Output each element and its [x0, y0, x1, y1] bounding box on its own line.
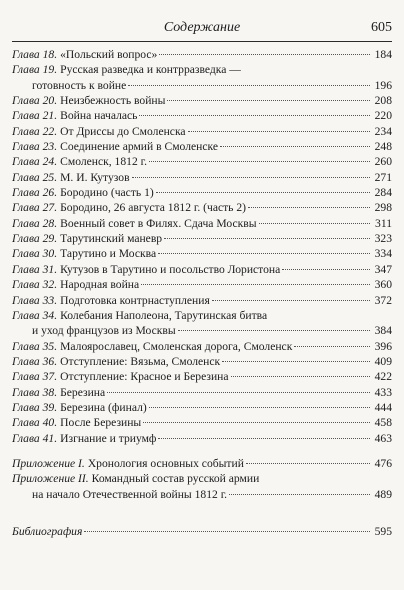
entry-label: Глава 33. — [12, 293, 58, 307]
header-rule — [12, 41, 392, 42]
entry-label: Глава 19. — [12, 63, 58, 77]
toc-entry — [12, 139, 392, 154]
dot-leader — [178, 330, 370, 331]
dot-leader — [139, 115, 370, 116]
dot-leader — [141, 284, 370, 285]
entry-label: Библиография — [12, 524, 83, 538]
dot-leader — [220, 146, 370, 147]
toc-entry-continuation — [12, 323, 392, 338]
entry-page: 444 — [374, 400, 392, 414]
dot-leader — [84, 531, 370, 532]
chapter-list — [12, 47, 392, 446]
entry-title: Отступление: Вязьма, Смоленск — [60, 354, 221, 368]
entry-page: 323 — [374, 232, 392, 246]
toc-entry — [12, 339, 392, 354]
running-header — [12, 20, 392, 38]
entry-title: «Польский вопрос» — [60, 48, 158, 61]
entry-title: М. И. Кутузов — [60, 170, 130, 184]
toc-entry-bibliography — [12, 524, 392, 539]
entry-page: 489 — [374, 487, 392, 501]
entry-title: Тарутинский маневр — [60, 232, 163, 246]
entry-label: Глава 21. — [12, 109, 58, 123]
dot-leader — [294, 346, 370, 347]
dot-leader — [229, 494, 370, 495]
entry-label: Глава 35. — [12, 339, 58, 353]
dot-leader — [188, 131, 370, 132]
entry-label: Глава 28. — [12, 216, 58, 230]
entry-page: 184 — [374, 48, 392, 61]
entry-label: Глава 38. — [12, 385, 58, 399]
entry-title: Народная война — [60, 278, 140, 292]
toc-entry — [12, 400, 392, 415]
entry-label: Глава 25. — [12, 170, 58, 184]
entry-title: Бородино, 26 августа 1812 г. (часть 2) — [60, 201, 247, 215]
entry-page: 248 — [374, 140, 392, 154]
dot-leader — [107, 392, 370, 393]
entry-page: 476 — [374, 456, 392, 470]
toc-entry — [12, 308, 392, 323]
entry-label: Глава 30. — [12, 247, 58, 261]
entry-title: Колебания Наполеона, Тарутинская битва — [60, 308, 268, 322]
dot-leader — [143, 422, 370, 423]
entry-page: 463 — [374, 431, 392, 445]
entry-title: Березина — [60, 385, 106, 399]
toc-entry — [12, 293, 392, 308]
entry-page: 396 — [374, 339, 392, 353]
entry-page: 311 — [375, 216, 392, 230]
entry-label: Глава 27. — [12, 201, 58, 215]
dot-leader — [132, 177, 370, 178]
entry-label: Глава 20. — [12, 94, 58, 108]
entry-page: 409 — [374, 354, 392, 368]
entry-page: 220 — [374, 109, 392, 123]
table-of-contents — [12, 47, 392, 539]
entry-page: 234 — [374, 124, 392, 138]
entry-title: От Дриссы до Смоленска — [60, 124, 186, 138]
dot-leader — [156, 192, 370, 193]
entry-label: Глава 29. — [12, 232, 58, 246]
toc-entry — [12, 354, 392, 369]
entry-page: 458 — [374, 416, 392, 430]
entry-label: Глава 37. — [12, 370, 58, 384]
toc-entry — [12, 108, 392, 123]
dot-leader — [159, 54, 370, 55]
dot-leader — [149, 407, 370, 408]
entry-title: Русская разведка и контрразведка — — [60, 63, 241, 77]
toc-entry — [12, 200, 392, 215]
entry-page: 422 — [374, 370, 392, 384]
entry-title-continuation: на начало Отечественной войны 1812 г. — [32, 487, 228, 501]
entry-page: 334 — [374, 247, 392, 261]
entry-page: 360 — [374, 278, 392, 292]
toc-entry — [12, 369, 392, 384]
toc-entry — [12, 231, 392, 246]
entry-title: Изгнание и триумф — [60, 431, 157, 445]
dot-leader — [231, 376, 370, 377]
entry-page: 347 — [374, 262, 392, 276]
dot-leader — [167, 100, 370, 101]
dot-leader — [248, 207, 370, 208]
entry-title-continuation: готовность к войне — [32, 78, 127, 92]
entry-label: Приложение II. — [12, 472, 89, 486]
dot-leader — [222, 361, 370, 362]
toc-entry-continuation — [12, 78, 392, 93]
toc-entry — [12, 216, 392, 231]
entry-page: 384 — [374, 324, 392, 338]
toc-entry — [12, 170, 392, 185]
toc-entry — [12, 185, 392, 200]
toc-entry — [12, 277, 392, 292]
entry-title: Соединение армий в Смоленске — [60, 140, 218, 154]
entry-title: Отступление: Красное и Березина — [60, 370, 229, 384]
entry-label: Глава 23. — [12, 140, 58, 154]
entry-title: Командный состав русской армии — [91, 472, 260, 486]
toc-entry — [12, 124, 392, 139]
appendix-list — [12, 456, 392, 502]
entry-label: Глава 22. — [12, 124, 58, 138]
entry-page: 298 — [374, 201, 392, 215]
entry-page: 260 — [374, 155, 392, 169]
dot-leader — [282, 269, 370, 270]
entry-label: Глава 39. — [12, 400, 58, 414]
dot-leader — [246, 463, 370, 464]
header-page-number: 605 — [371, 20, 392, 35]
header-title: Содержание — [163, 20, 241, 35]
dot-leader — [164, 238, 370, 239]
dot-leader — [158, 253, 370, 254]
dot-leader — [259, 223, 371, 224]
entry-page: 208 — [374, 94, 392, 108]
entry-title: Бородино (часть 1) — [60, 186, 154, 200]
toc-entry — [12, 47, 392, 62]
entry-label: Глава 31. — [12, 262, 58, 276]
toc-entry — [12, 262, 392, 277]
entry-page: 284 — [374, 186, 392, 200]
toc-entry-continuation — [12, 487, 392, 502]
entry-label: Глава 26. — [12, 186, 58, 200]
entry-title: Военный совет в Филях. Сдача Москвы — [60, 216, 257, 230]
entry-title: Подготовка контрнаступления — [60, 293, 210, 307]
toc-entry — [12, 93, 392, 108]
dot-leader — [128, 85, 370, 86]
entry-title: Тарутино и Москва — [60, 247, 157, 261]
entry-page: 372 — [374, 293, 392, 307]
toc-entry — [12, 415, 392, 430]
entry-page: 595 — [374, 524, 392, 538]
entry-label: Глава 18. — [12, 48, 58, 61]
entry-label: Глава 41. — [12, 431, 58, 445]
entry-label: Глава 34. — [12, 308, 58, 322]
entry-title: Малоярославец, Смоленская дорога, Смоленск — [60, 339, 293, 353]
entry-page: 433 — [374, 385, 392, 399]
toc-entry — [12, 154, 392, 169]
dot-leader — [149, 161, 370, 162]
toc-entry — [12, 456, 392, 471]
toc-entry — [12, 431, 392, 446]
entry-label: Глава 24. — [12, 155, 58, 169]
dot-leader — [158, 438, 370, 439]
entry-title: Кутузов в Тарутино и посольство Лористона — [60, 262, 281, 276]
toc-entry — [12, 385, 392, 400]
entry-page: 196 — [374, 78, 392, 92]
entry-title: Хронология основных событий — [87, 456, 244, 470]
dot-leader — [212, 300, 370, 301]
entry-page: 271 — [374, 170, 392, 184]
entry-label: Глава 32. — [12, 278, 58, 292]
entry-label: Глава 40. — [12, 416, 58, 430]
toc-entry — [12, 62, 392, 77]
toc-entry — [12, 471, 392, 486]
entry-title: Смоленск, 1812 г. — [60, 155, 147, 169]
entry-title: Березина (финал) — [60, 400, 147, 414]
entry-title: Война началась — [60, 109, 138, 123]
entry-label: Приложение I. — [12, 456, 85, 470]
entry-label: Глава 36. — [12, 354, 58, 368]
toc-entry — [12, 246, 392, 261]
entry-title-continuation: и уход французов из Москвы — [32, 324, 176, 338]
entry-title: После Березины — [60, 416, 142, 430]
entry-title: Неизбежность войны — [60, 94, 166, 108]
